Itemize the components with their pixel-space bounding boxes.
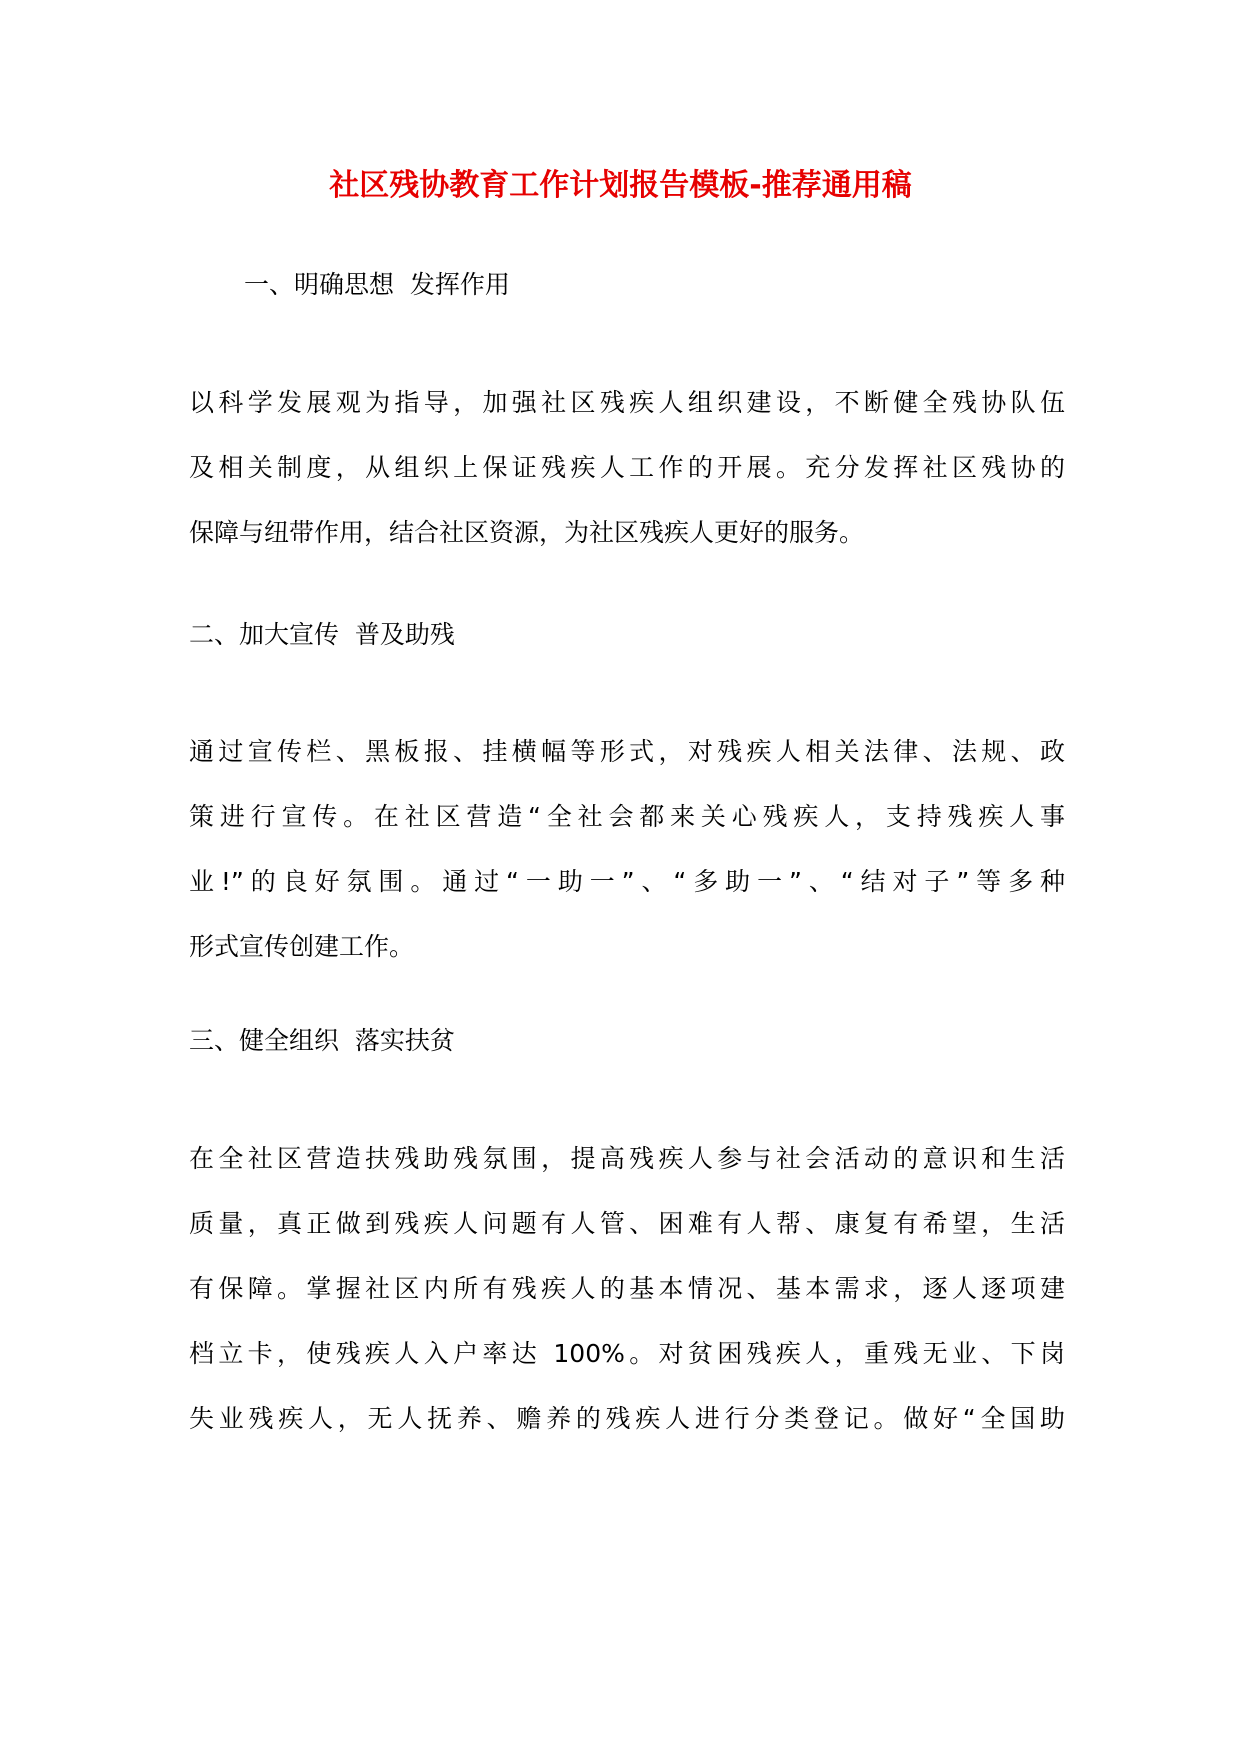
paragraph-line: 及相关制度，从组织上保证残疾人工作的开展。充分发挥社区残协的 xyxy=(189,453,1065,482)
paragraph-line: 业!”的良好氛围。通过“一助一”、“多助一”、“结对子”等多种 xyxy=(189,867,1065,896)
paragraph-line: 质量，真正做到残疾人问题有人管、困难有人帮、康复有希望，生活 xyxy=(189,1209,1065,1238)
paragraph-line: 形式宣传创建工作。 xyxy=(189,932,415,961)
paragraph-line: 通过宣传栏、黑板报、挂横幅等形式，对残疾人相关法律、法规、政 xyxy=(189,737,1065,766)
section-heading-3: 三、健全组织 落实扶贫 xyxy=(189,1026,455,1055)
section-paragraph-1 xyxy=(189,386,1065,581)
section-paragraph-3 xyxy=(189,1142,1065,1467)
section-heading-2: 二、加大宣传 普及助残 xyxy=(189,620,455,649)
paragraph-line: 以科学发展观为指导，加强社区残疾人组织建设，不断健全残协队伍 xyxy=(189,388,1065,417)
paragraph-line: 档立卡，使残疾人入户率达 100%。对贫困残疾人，重残无业、下岗 xyxy=(189,1339,1065,1368)
paragraph-line: 在全社区营造扶残助残氛围，提高残疾人参与社会活动的意识和生活 xyxy=(189,1144,1065,1173)
paragraph-line: 有保障。掌握社区内所有残疾人的基本情况、基本需求，逐人逐项建 xyxy=(189,1274,1065,1303)
section-paragraph-2 xyxy=(189,735,1065,995)
paragraph-line: 策进行宣传。在社区营造“全社会都来关心残疾人，支持残疾人事 xyxy=(189,802,1065,831)
section-heading-1: 一、明确思想 发挥作用 xyxy=(244,270,510,299)
paragraph-line: 失业残疾人，无人抚养、赡养的残疾人进行分类登记。做好“全国助 xyxy=(189,1404,1065,1433)
paragraph-line: 保障与纽带作用，结合社区资源，为社区残疾人更好的服务。 xyxy=(189,518,865,547)
document-title: 社区残协教育工作计划报告模板-推荐通用稿 xyxy=(329,168,912,203)
